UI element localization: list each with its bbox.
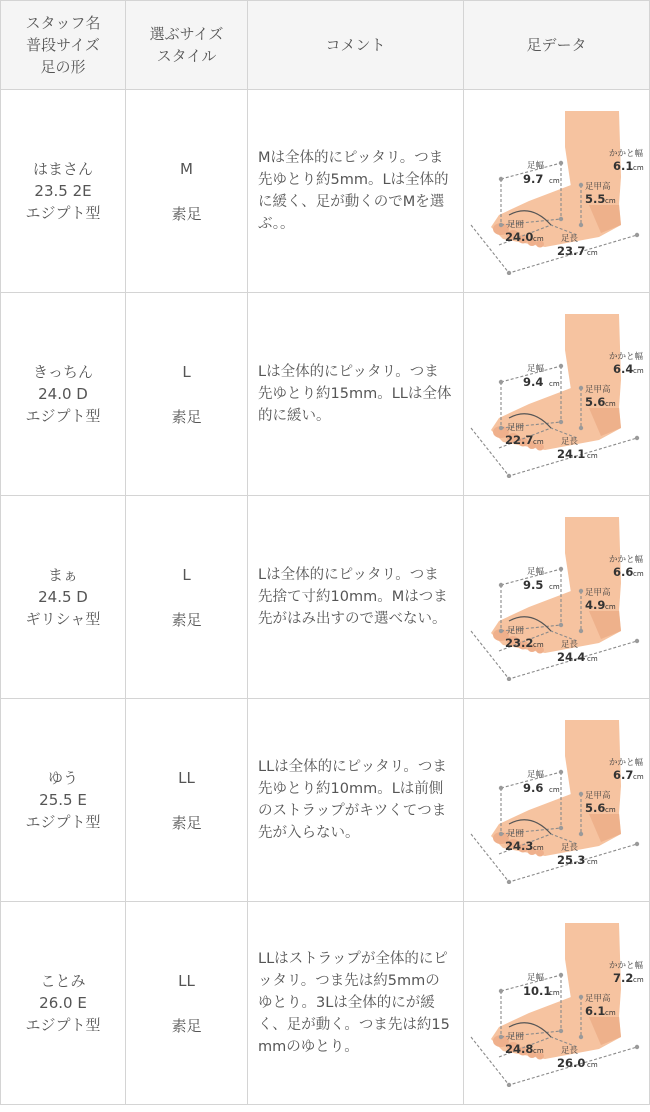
header-size (126, 1, 248, 90)
length-unit: cm (586, 655, 598, 663)
instep-unit: cm (604, 806, 616, 814)
header-staff-line: スタッフ名 (25, 14, 101, 32)
instep-unit: cm (604, 400, 616, 408)
usual-size: 24.0 D (38, 385, 88, 403)
heel-width-label: かかと幅 (608, 352, 643, 362)
header-staff-line: 普段サイズ (26, 36, 100, 54)
width-value: 9.5 (522, 578, 543, 592)
length-value: 24.4 (556, 650, 585, 664)
foot-data-cell (464, 293, 650, 496)
heel-width-unit: cm (632, 164, 644, 172)
header-foot: 足データ (464, 1, 650, 90)
table-row (1, 699, 650, 902)
girth-label: 足囲 (506, 829, 524, 839)
usual-size: 26.0 E (39, 994, 87, 1012)
style-label: 素足 (171, 1016, 202, 1035)
foot-diagram (469, 716, 645, 884)
width-unit: cm (548, 177, 560, 185)
heel-width-label: かかと幅 (608, 555, 643, 565)
heel-width-value: 6.7 (612, 768, 633, 782)
foot-shape: エジプト型 (25, 407, 101, 425)
girth-label: 足囲 (506, 626, 524, 636)
instep-label: 足甲高 (584, 588, 611, 598)
heel-width-unit: cm (632, 773, 644, 781)
girth-unit: cm (532, 844, 544, 852)
usual-size: 23.5 2E (34, 182, 92, 200)
width-unit: cm (548, 786, 560, 794)
girth-value: 24.3 (504, 839, 533, 853)
girth-value: 23.2 (504, 636, 533, 650)
size-cell (126, 699, 248, 902)
foot-shape: エジプト型 (25, 1016, 101, 1034)
header-size-line: スタイル (156, 47, 217, 65)
staff-cell (1, 699, 126, 902)
length-unit: cm (586, 452, 598, 460)
header-row (1, 1, 650, 90)
heel-width-label: かかと幅 (608, 758, 643, 768)
staff-name: ゆう (47, 769, 78, 787)
table-row (1, 902, 650, 1105)
instep-label: 足甲高 (584, 182, 611, 192)
instep-label: 足甲高 (584, 791, 611, 801)
length-value: 25.3 (556, 853, 585, 867)
width-label: 足幅 (526, 567, 544, 577)
staff-cell (1, 293, 126, 496)
heel-width-value: 6.4 (612, 362, 633, 376)
chosen-size: L (182, 565, 191, 584)
table-row (1, 496, 650, 699)
width-value: 9.4 (522, 375, 543, 389)
instep-unit: cm (604, 603, 616, 611)
length-label: 足長 (560, 640, 578, 650)
comment-cell: Mは全体的にピッタリ。つま先ゆとり約5mm。Lは全体的に緩く、足が動くのでMを選ぶ。。 (248, 90, 464, 293)
style-label: 素足 (171, 813, 202, 832)
size-cell (126, 496, 248, 699)
style-label: 素足 (171, 204, 202, 223)
heel-width-value: 7.2 (612, 971, 633, 985)
foot-diagram (469, 513, 645, 681)
width-label: 足幅 (526, 770, 544, 780)
length-unit: cm (586, 249, 598, 257)
length-value: 23.7 (556, 244, 585, 258)
table-row (1, 293, 650, 496)
chosen-size: L (182, 362, 191, 381)
girth-value: 22.7 (504, 433, 533, 447)
chosen-size: LL (178, 768, 195, 787)
length-label: 足長 (560, 1046, 578, 1056)
foot-data-cell (464, 699, 650, 902)
chosen-size: M (180, 159, 193, 178)
heel-width-label: かかと幅 (608, 961, 643, 971)
width-label: 足幅 (526, 161, 544, 171)
width-unit: cm (548, 583, 560, 591)
size-cell (126, 902, 248, 1105)
heel-width-unit: cm (632, 570, 644, 578)
girth-unit: cm (532, 1047, 544, 1055)
staff-cell (1, 902, 126, 1105)
header-staff (1, 1, 126, 90)
length-label: 足長 (560, 234, 578, 244)
staff-cell (1, 496, 126, 699)
foot-data-cell (464, 902, 650, 1105)
comment-cell: LLはストラップが全体的にピッタリ。つま先は約5mmのゆとり。3Lは全体的にが緩く、足が動く。つま先は約15mmのゆとり。 (248, 902, 464, 1105)
girth-unit: cm (532, 235, 544, 243)
style-label: 素足 (171, 407, 202, 426)
staff-name: はまさん (32, 160, 93, 178)
chosen-size: LL (178, 971, 195, 990)
length-label: 足長 (560, 843, 578, 853)
table-row (1, 90, 650, 293)
instep-value: 5.5 (584, 192, 605, 206)
header-comment: コメント (248, 1, 464, 90)
heel-width-value: 6.1 (612, 159, 633, 173)
foot-data-cell (464, 90, 650, 293)
girth-value: 24.8 (504, 1042, 533, 1056)
instep-value: 6.1 (584, 1004, 605, 1018)
instep-label: 足甲高 (584, 994, 611, 1004)
heel-width-unit: cm (632, 976, 644, 984)
heel-width-unit: cm (632, 367, 644, 375)
usual-size: 25.5 E (39, 791, 87, 809)
staff-name: ことみ (40, 972, 86, 990)
instep-value: 4.9 (584, 598, 605, 612)
heel-width-value: 6.6 (612, 565, 633, 579)
header-size-line: 選ぶサイズ (149, 25, 224, 43)
width-value: 10.1 (522, 984, 551, 998)
girth-label: 足囲 (506, 423, 524, 433)
length-unit: cm (586, 1061, 598, 1069)
instep-value: 5.6 (584, 801, 605, 815)
width-value: 9.7 (522, 172, 543, 186)
instep-label: 足甲高 (584, 385, 611, 395)
length-value: 24.1 (556, 447, 585, 461)
width-label: 足幅 (526, 364, 544, 374)
heel-width-label: かかと幅 (608, 149, 643, 159)
foot-shape: エジプト型 (25, 204, 101, 222)
length-unit: cm (586, 858, 598, 866)
header-staff-line: 足の形 (40, 58, 86, 76)
staff-cell (1, 90, 126, 293)
girth-unit: cm (532, 641, 544, 649)
foot-diagram (469, 310, 645, 478)
width-label: 足幅 (526, 973, 544, 983)
length-label: 足長 (560, 437, 578, 447)
width-value: 9.6 (522, 781, 543, 795)
comment-cell: LLは全体的にピッタリ。つま先ゆとり約10mm。Lは前側のストラップがキツくてつま先が入らない。 (248, 699, 464, 902)
instep-value: 5.6 (584, 395, 605, 409)
width-unit: cm (548, 380, 560, 388)
staff-name: きっちん (32, 363, 93, 381)
foot-shape: エジプト型 (25, 813, 101, 831)
comment-cell: Lは全体的にピッタリ。つま先捨て寸約10mm。Mはつま先がはみ出すので選べない。 (248, 496, 464, 699)
size-cell (126, 90, 248, 293)
girth-unit: cm (532, 438, 544, 446)
comment-cell: Lは全体的にピッタリ。つま先ゆとり約15mm。LLは全体的に緩い。 (248, 293, 464, 496)
foot-diagram (469, 107, 645, 275)
staff-name: まぁ (47, 566, 78, 584)
width-unit: cm (548, 989, 560, 997)
usual-size: 24.5 D (38, 588, 88, 606)
foot-diagram (469, 919, 645, 1087)
style-label: 素足 (171, 610, 202, 629)
instep-unit: cm (604, 197, 616, 205)
foot-shape: ギリシャ型 (25, 610, 101, 628)
girth-label: 足囲 (506, 220, 524, 230)
foot-data-cell (464, 496, 650, 699)
instep-unit: cm (604, 1009, 616, 1017)
length-value: 26.0 (556, 1056, 585, 1070)
girth-label: 足囲 (506, 1032, 524, 1042)
size-cell (126, 293, 248, 496)
girth-value: 24.0 (504, 230, 533, 244)
